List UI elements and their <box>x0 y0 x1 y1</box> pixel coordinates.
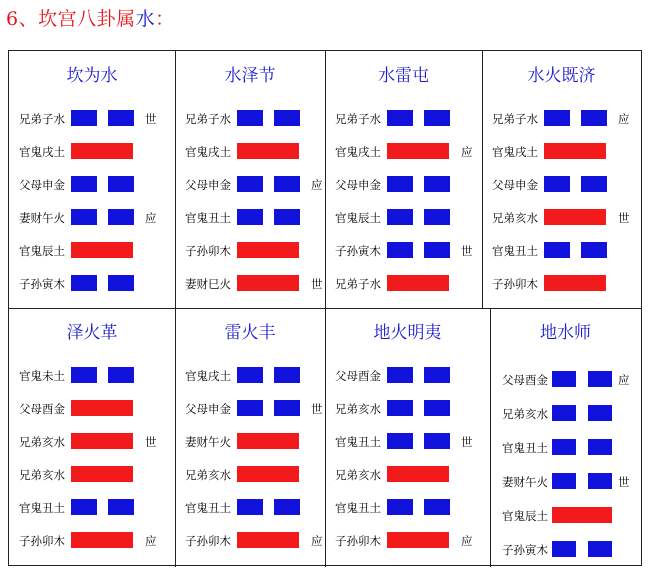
yang-line <box>237 532 299 548</box>
line-label: 兄弟子水 <box>19 112 65 126</box>
yin-line-segment <box>108 209 134 225</box>
yin-line-segment <box>552 371 576 387</box>
line-label: 兄弟子水 <box>185 112 231 126</box>
hexagram-cell <box>175 308 325 565</box>
line-marker: 世 <box>461 244 473 258</box>
yin-line-segment <box>552 439 576 455</box>
yin-line-segment <box>552 405 576 421</box>
line-label: 父母申金 <box>185 402 231 416</box>
yin-line-segment <box>387 367 413 383</box>
title-element: 水 <box>135 8 156 30</box>
line-label: 子孙寅木 <box>502 543 548 557</box>
line-label: 官鬼丑土 <box>335 501 381 515</box>
yin-line-segment <box>387 242 413 258</box>
yang-line <box>552 507 612 523</box>
yin-line-segment <box>387 176 413 192</box>
yang-line <box>71 242 133 258</box>
hexagram-grid <box>8 50 642 566</box>
line-label: 子孙卯木 <box>335 534 381 548</box>
yin-line-segment <box>424 433 450 449</box>
line-label: 官鬼丑土 <box>19 501 65 515</box>
line-label: 官鬼辰土 <box>502 509 548 523</box>
line-label: 官鬼丑土 <box>185 211 231 225</box>
yang-line <box>71 433 133 449</box>
yin-line-segment <box>71 275 97 291</box>
yang-line <box>544 275 606 291</box>
hexagram-cell <box>482 51 641 308</box>
line-label: 官鬼戌土 <box>185 369 231 383</box>
yang-line <box>387 143 449 159</box>
yin-line-segment <box>581 242 607 258</box>
line-label: 妻财午火 <box>19 211 65 225</box>
yin-line-segment <box>387 209 413 225</box>
hexagram-name: 地水师 <box>540 323 591 343</box>
yin-line-segment <box>387 110 413 126</box>
line-label: 父母酉金 <box>335 369 381 383</box>
line-marker: 世 <box>618 475 630 489</box>
line-marker: 应 <box>618 373 630 387</box>
line-label: 兄弟亥水 <box>19 435 65 449</box>
yin-line-segment <box>274 110 300 126</box>
line-label: 兄弟亥水 <box>19 468 65 482</box>
yin-line-segment <box>424 367 450 383</box>
yin-line-segment <box>424 209 450 225</box>
line-label: 官鬼未土 <box>19 369 65 383</box>
line-marker: 世 <box>618 211 630 225</box>
yin-line-segment <box>552 473 576 489</box>
hexagram-name: 水泽节 <box>224 66 276 86</box>
line-marker: 应 <box>461 145 473 159</box>
yin-line-segment <box>71 499 97 515</box>
yang-line <box>71 466 133 482</box>
line-label: 官鬼丑土 <box>492 244 538 258</box>
line-marker: 应 <box>461 534 473 548</box>
yin-line-segment <box>588 371 612 387</box>
yin-line-segment <box>274 209 300 225</box>
yang-line <box>237 275 299 291</box>
hexagram-cell <box>325 51 482 308</box>
yin-line-segment <box>274 400 300 416</box>
hexagram-cell <box>490 308 641 565</box>
yin-line-segment <box>588 439 612 455</box>
line-label: 官鬼戌土 <box>185 145 231 159</box>
line-label: 官鬼辰土 <box>19 244 65 258</box>
yin-line-segment <box>237 209 263 225</box>
line-label: 官鬼丑土 <box>335 435 381 449</box>
yin-line-segment <box>274 367 300 383</box>
line-label: 父母酉金 <box>19 402 65 416</box>
title-prefix: 6、坎宫八卦属 <box>6 8 136 30</box>
yang-line <box>387 275 449 291</box>
line-label: 父母酉金 <box>502 373 548 387</box>
yin-line-segment <box>387 499 413 515</box>
line-label: 子孙寅木 <box>335 244 381 258</box>
yin-line-segment <box>237 367 263 383</box>
yin-line-segment <box>71 209 97 225</box>
yin-line-segment <box>424 242 450 258</box>
line-label: 官鬼戌土 <box>492 145 538 159</box>
yang-line <box>544 209 606 225</box>
yang-line <box>237 466 299 482</box>
yang-line <box>71 143 133 159</box>
yang-line <box>387 466 449 482</box>
line-marker: 世 <box>145 435 157 449</box>
line-marker: 应 <box>311 178 323 192</box>
hexagram-name: 地火明夷 <box>373 323 442 343</box>
line-marker: 世 <box>461 435 473 449</box>
yin-line-segment <box>274 176 300 192</box>
yin-line-segment <box>424 110 450 126</box>
line-label: 子孙寅木 <box>19 277 65 291</box>
line-label: 兄弟亥水 <box>492 211 538 225</box>
yin-line-segment <box>581 110 607 126</box>
yin-line-segment <box>544 110 570 126</box>
line-marker: 应 <box>618 112 630 126</box>
line-label: 官鬼戌土 <box>19 145 65 159</box>
yin-line-segment <box>544 242 570 258</box>
line-label: 父母申金 <box>185 178 231 192</box>
yin-line-segment <box>108 176 134 192</box>
yin-line-segment <box>544 176 570 192</box>
yang-line <box>544 143 606 159</box>
line-label: 妻财午火 <box>502 475 548 489</box>
line-label: 父母申金 <box>492 178 538 192</box>
line-label: 父母申金 <box>335 178 381 192</box>
yin-line-segment <box>274 499 300 515</box>
line-label: 妻财巳火 <box>185 277 231 291</box>
yin-line-segment <box>581 176 607 192</box>
line-marker: 应 <box>145 211 157 225</box>
line-label: 子孙卯木 <box>492 277 538 291</box>
yang-line <box>71 532 133 548</box>
hexagram-cell <box>175 51 325 308</box>
yin-line-segment <box>71 110 97 126</box>
line-label: 子孙卯木 <box>185 244 231 258</box>
line-label: 官鬼丑土 <box>185 501 231 515</box>
yang-line <box>71 400 133 416</box>
hexagram-cell <box>9 308 175 565</box>
hexagram-name: 水雷屯 <box>378 66 429 86</box>
line-label: 兄弟子水 <box>335 277 381 291</box>
yin-line-segment <box>552 541 576 557</box>
title-suffix: ： <box>155 8 175 30</box>
yin-line-segment <box>237 400 263 416</box>
yin-line-segment <box>108 367 134 383</box>
yin-line-segment <box>108 499 134 515</box>
line-label: 兄弟亥水 <box>185 468 231 482</box>
yin-line-segment <box>237 176 263 192</box>
yang-line <box>237 143 299 159</box>
yin-line-segment <box>424 400 450 416</box>
yin-line-segment <box>108 110 134 126</box>
yin-line-segment <box>71 367 97 383</box>
yang-line <box>237 433 299 449</box>
hexagram-cell <box>325 308 490 565</box>
yin-line-segment <box>387 400 413 416</box>
line-label: 子孙卯木 <box>19 534 65 548</box>
line-marker: 应 <box>311 534 323 548</box>
line-marker: 世 <box>311 277 323 291</box>
yin-line-segment <box>71 176 97 192</box>
line-label: 子孙卯木 <box>185 534 231 548</box>
line-label: 官鬼辰土 <box>335 211 381 225</box>
hexagram-name: 雷火丰 <box>224 323 276 343</box>
yang-line <box>387 532 449 548</box>
line-label: 兄弟子水 <box>492 112 538 126</box>
yin-line-segment <box>588 405 612 421</box>
hexagram-cell <box>9 51 175 308</box>
line-label: 妻财午火 <box>185 435 231 449</box>
yin-line-segment <box>237 499 263 515</box>
yin-line-segment <box>424 499 450 515</box>
yin-line-segment <box>588 473 612 489</box>
line-marker: 应 <box>145 534 157 548</box>
hexagram-name: 泽火革 <box>66 323 118 343</box>
line-label: 官鬼戌土 <box>335 145 381 159</box>
line-label: 父母申金 <box>19 178 65 192</box>
hexagram-name: 水火既济 <box>527 66 596 86</box>
line-label: 兄弟亥水 <box>335 468 381 482</box>
line-label: 兄弟子水 <box>335 112 381 126</box>
yang-line <box>237 242 299 258</box>
yin-line-segment <box>108 275 134 291</box>
line-label: 兄弟亥水 <box>335 402 381 416</box>
page-title <box>6 4 175 31</box>
yin-line-segment <box>588 541 612 557</box>
line-marker: 世 <box>311 402 323 416</box>
yin-line-segment <box>387 433 413 449</box>
line-label: 官鬼丑土 <box>502 441 548 455</box>
line-label: 兄弟亥水 <box>502 407 548 421</box>
hexagram-name: 坎为水 <box>66 66 118 86</box>
line-marker: 世 <box>145 112 157 126</box>
yin-line-segment <box>424 176 450 192</box>
yin-line-segment <box>237 110 263 126</box>
